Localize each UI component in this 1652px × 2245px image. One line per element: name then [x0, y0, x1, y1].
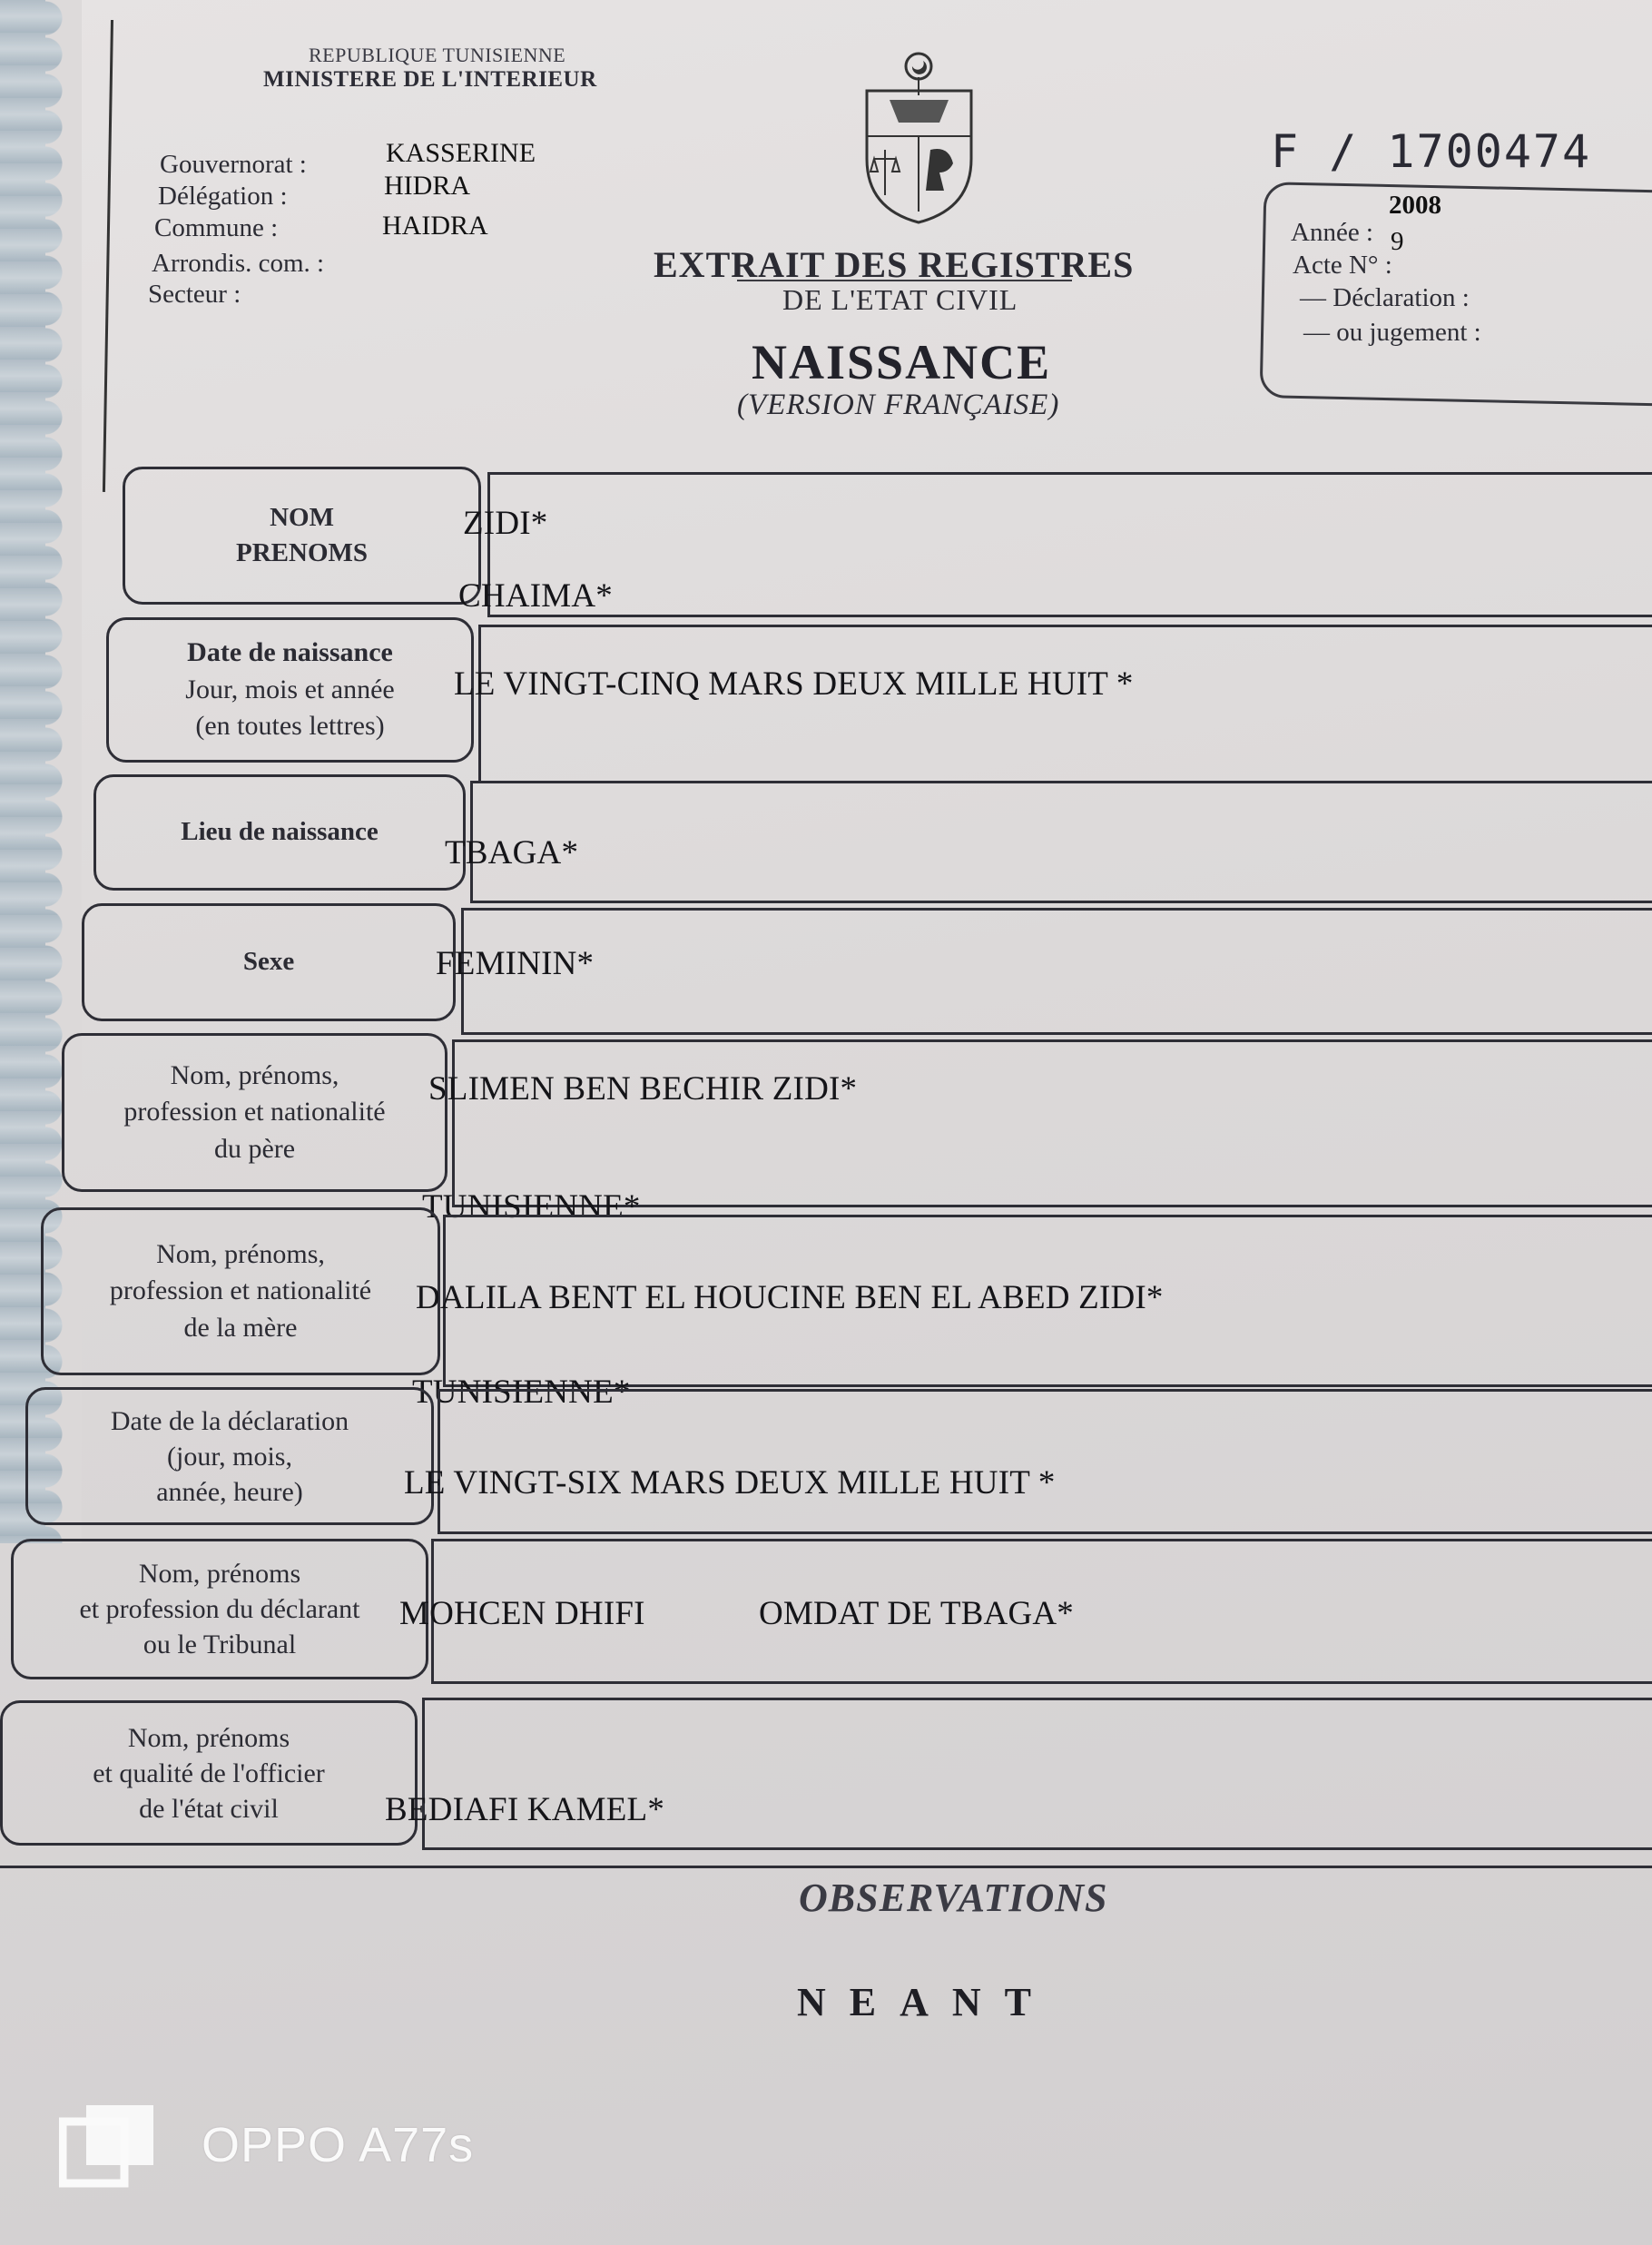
document-version: (VERSION FRANÇAISE): [737, 389, 1060, 421]
value-sexe: FEMININ*: [436, 945, 595, 982]
camera-watermark-text: OPPO A77s: [202, 2118, 475, 2172]
admin-label-delegation: Délégation :: [158, 182, 288, 211]
value-declarant-qualite: OMDAT DE TBAGA*: [759, 1595, 1074, 1632]
label-lieu-naissance: [93, 774, 466, 891]
declaration-label: — Déclaration :: [1300, 283, 1470, 312]
value-declarant-nom: MOHCEN DHIFI: [399, 1595, 645, 1632]
document-subtitle: DE L'ETAT CIVIL: [782, 283, 1018, 316]
label-date-naissance-sub1: Jour, mois et année: [185, 674, 395, 704]
field-sexe: [461, 908, 1652, 1035]
label-officier-line1: Nom, prénoms: [127, 1722, 290, 1753]
admin-value-delegation: HIDRA: [384, 171, 470, 201]
field-date-declaration: [438, 1389, 1652, 1534]
jugement-label: — ou jugement :: [1303, 318, 1481, 347]
value-pere-nom: SLIMEN BEN BECHIR ZIDI*: [428, 1070, 858, 1108]
label-lieu-text: Lieu de naissance: [181, 817, 379, 847]
value-date-naissance: LE VINGT-CINQ MARS DEUX MILLE HUIT *: [454, 665, 1134, 703]
republic-heading: REPUBLIQUE TUNISIENNE: [309, 44, 566, 66]
value-mere-nom: DALILA BENT EL HOUCINE BEN EL ABED ZIDI*: [416, 1279, 1164, 1316]
annee-label: Année :: [1291, 218, 1373, 247]
admin-label-secteur: Secteur :: [148, 280, 241, 309]
label-declarant: [11, 1539, 428, 1679]
label-declaration-line1: Date de la déclaration: [110, 1405, 349, 1436]
label-date-naissance: [106, 617, 474, 763]
label-officier-line3: de l'état civil: [139, 1793, 279, 1824]
label-date-declaration: [25, 1387, 434, 1525]
acte-number-value: 9: [1391, 227, 1404, 256]
field-lieu-naissance: [470, 781, 1652, 903]
value-nom: ZIDI*: [463, 505, 548, 542]
label-sexe-text: Sexe: [242, 947, 295, 977]
value-prenoms: CHAIMA*: [458, 577, 613, 615]
label-prenoms: PRENOMS: [236, 538, 368, 567]
value-lieu-naissance: TBAGA*: [445, 834, 579, 871]
camera-watermark-icon: [59, 2102, 157, 2188]
label-mere-line2: profession et nationalité: [109, 1275, 372, 1306]
label-declaration-line3: année, heure): [156, 1476, 303, 1507]
label-declarant-line3: ou le Tribunal: [143, 1630, 297, 1659]
label-mere-line1: Nom, prénoms,: [156, 1238, 325, 1269]
observations-title: OBSERVATIONS: [799, 1876, 1108, 1920]
label-sexe: [82, 903, 456, 1021]
field-pere: [452, 1039, 1652, 1207]
label-declaration-line2: (jour, mois,: [167, 1441, 292, 1472]
ministry-heading: MINISTERE DE L'INTERIEUR: [263, 67, 597, 92]
label-declarant-line1: Nom, prénoms: [138, 1559, 301, 1589]
label-date-naissance-sub2: (en toutes lettres): [195, 711, 385, 742]
label-officier-line2: et qualité de l'officier: [93, 1758, 325, 1788]
label-nom-prenoms: [123, 467, 481, 605]
document-title: EXTRAIT DES REGISTRES: [654, 244, 1135, 285]
tunisia-coat-of-arms-icon: [849, 50, 989, 227]
admin-value-commune: HAIDRA: [382, 211, 488, 241]
header-divider-line: [103, 20, 113, 492]
annee-value: 2008: [1389, 191, 1441, 220]
acte-number-label: Acte N° :: [1293, 251, 1392, 280]
value-mere-nationalite: TUNISIENNE*: [412, 1374, 631, 1411]
label-mere: [41, 1207, 440, 1375]
field-date-naissance: [478, 625, 1652, 783]
admin-value-gouvernorat: KASSERINE: [386, 138, 536, 168]
admin-label-commune: Commune :: [154, 213, 279, 242]
label-nom: NOM: [270, 502, 334, 532]
value-officier: BEDIAFI KAMEL*: [385, 1791, 665, 1828]
label-pere-line2: profession et nationalité: [123, 1097, 386, 1127]
label-pere: [62, 1033, 447, 1192]
document-type: NAISSANCE: [752, 335, 1052, 389]
field-nom-prenoms: [487, 472, 1652, 617]
observations-value: NEANT: [797, 1980, 1056, 2024]
observations-divider: [0, 1866, 1652, 1868]
label-pere-line3: du père: [213, 1133, 296, 1164]
document-reference-number: F / 1700474: [1271, 125, 1592, 178]
admin-label-gouvernorat: Gouvernorat :: [160, 150, 307, 179]
label-pere-line1: Nom, prénoms,: [170, 1059, 339, 1090]
admin-label-arrondissement: Arrondis. com. :: [152, 249, 325, 278]
label-date-naissance-title: Date de naissance: [187, 637, 393, 668]
label-mere-line3: de la mère: [183, 1312, 298, 1343]
label-declarant-line2: et profession du déclarant: [79, 1594, 360, 1624]
label-officier: [0, 1700, 418, 1846]
value-pere-nationalite: TUNISIENNE*: [422, 1188, 641, 1226]
value-date-declaration: LE VINGT-SIX MARS DEUX MILLE HUIT *: [404, 1464, 1056, 1502]
